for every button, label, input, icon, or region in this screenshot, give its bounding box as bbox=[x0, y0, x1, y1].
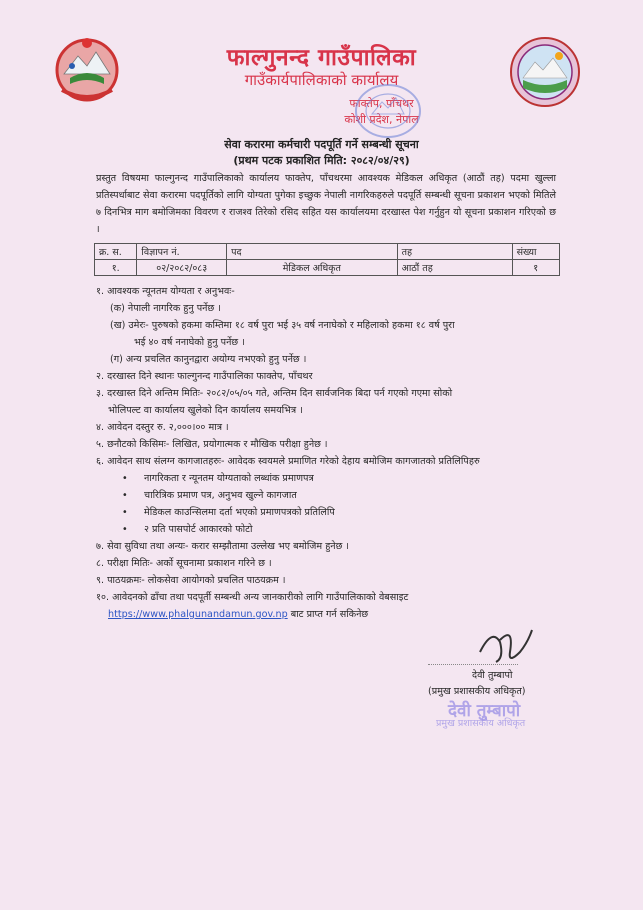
signature-icon bbox=[470, 622, 540, 670]
link-tail-text: बाट प्राप्त गर्न सकिनेछ bbox=[287, 609, 369, 620]
list-item: (क) नेपाली नागरिक हुनु पर्नेछ । bbox=[110, 303, 221, 314]
bullet-icon: • bbox=[122, 473, 128, 484]
bullet-item bbox=[96, 504, 560, 521]
notice-published-date: (प्रथम पटक प्रकाशित मिति: २०८२/०४/२९) bbox=[233, 154, 410, 167]
website-link[interactable]: https://www.phalgunandamun.gov.np bbox=[108, 609, 288, 620]
bullet-item bbox=[96, 487, 560, 504]
bullet-text: चारित्रिक प्रमाण पत्र, अनुभव खुल्ने कागजात bbox=[144, 490, 297, 501]
table-header-cell: तह bbox=[397, 244, 512, 260]
table-header-cell: पद bbox=[227, 244, 397, 260]
list-item: ६. आवेदन साथ संलग्न कागजातहरुः- आवेदक स्वयमले प्रमाणित गरेको देहाय बमोजिम कागजातको प्रतिलिपिहरु bbox=[96, 456, 480, 467]
notice-items bbox=[96, 283, 560, 623]
bullet-text: मेडिकल काउन्सिलमा दर्ता भएको प्रमाणपत्रको प्रतिलिपि bbox=[144, 507, 335, 518]
list-item: २. दरखास्त दिने स्थानः फाल्गुनन्द गाउँपालिका फाक्तेप, पाँचथर bbox=[96, 371, 313, 382]
table-header-cell: संख्या bbox=[512, 244, 559, 260]
bullet-text: नागरिकता र न्यूनतम योग्यताको लब्धांक प्रमाणपत्र bbox=[144, 473, 314, 484]
table-row bbox=[95, 260, 560, 276]
list-item bbox=[96, 606, 560, 623]
table-header-cell: विज्ञापन नं. bbox=[137, 244, 227, 260]
office-title: गाउँकार्यपालिकाको कार्यालय bbox=[244, 71, 399, 89]
table-header-row bbox=[95, 244, 560, 260]
bullet-item bbox=[96, 521, 560, 538]
table-cell: ०२/२०८२/०८३ bbox=[137, 260, 227, 276]
notice-title: सेवा करारमा कर्मचारी पदपूर्ति गर्ने सम्बन्धी सूचना bbox=[224, 138, 419, 151]
list-item: ३. दरखास्त दिने अन्तिम मितिः- २०८२/०५/०५ गते, अन्तिम दिन सार्वजनिक बिदा पर्न गएको गएमा सोको bbox=[96, 388, 453, 399]
office-province: कोशी प्रदेश, नेपाल bbox=[344, 113, 419, 126]
list-item: (ग) अन्य प्रचलित कानुनद्वारा अयोग्य नभएको हुनु पर्नेछ । bbox=[110, 354, 307, 365]
list-item: ८. परीक्षा मितिः- अर्को सूचनामा प्रकाशन गरिने छ । bbox=[96, 558, 272, 569]
bullet-icon: • bbox=[122, 490, 128, 501]
list-item: ५. छनौटको किसिमः- लिखित, प्रयोगात्मक र मौखिक परीक्षा हुनेछ । bbox=[96, 439, 328, 450]
notice-intro: प्रस्तुत विषयमा फाल्गुनन्द गाउँपालिकाको कार्यालय फाक्तेप, पाँचथरमा आवश्यक मेडिकल अधिकृत (आठौं तह) पदमा खुल्ला प्रतिस्पर्धाबाट सेवा करारमा पदपूर्तिको लागि योग्यता पुगेका इच्छुक नेपाली नागरिकहरुले पदपूर्ति सम्बन्धी सूचना प्रकाशन भएको मितिले ७ दिनभित्र माग बमोजिमका विवरण र राजश्व तिरेको रसिद सहित यस कार्यालयमा दरखास्त पेश गर्नुहुन यो सूचना प्रकाशन गरिएको छ । bbox=[96, 173, 556, 235]
vacancy-table bbox=[94, 243, 560, 276]
bullet-item bbox=[96, 470, 560, 487]
stamp-role: प्रमुख प्रशासकीय अधिकृत bbox=[436, 718, 526, 729]
list-item-continued: भई ४० वर्ष ननाघेको हुनु पर्नेछ । bbox=[134, 337, 245, 348]
list-item: ९. पाठयक्रमः- लोकसेवा आयोगको प्रचलित पाठयक्रम । bbox=[96, 575, 286, 586]
list-item: (ख) उमेरः- पुरुषको हकमा कम्तिमा १८ वर्ष पुरा भई ३५ वर्ष ननाघेको र महिलाको हकमा १८ वर्ष पुरा bbox=[110, 320, 455, 331]
list-item bbox=[96, 334, 560, 351]
municipality-title: फाल्गुनन्द गाउँपालिका bbox=[226, 45, 417, 71]
list-item: १. आवश्यक न्यूनतम योग्यता र अनुभवः- bbox=[96, 286, 235, 297]
table-header-cell: क्र. स. bbox=[95, 244, 137, 260]
signature-line bbox=[428, 664, 518, 665]
table-cell: आठौं तह bbox=[397, 260, 512, 276]
table-cell: १ bbox=[512, 260, 559, 276]
office-seal-icon bbox=[352, 80, 424, 142]
stamp-name: देवी तुम्बापो bbox=[448, 701, 521, 721]
bullet-text: २ प्रति पासपोर्ट आकारको फोटो bbox=[144, 524, 253, 535]
signatory-name: देवी तुम्बापो bbox=[472, 670, 513, 681]
table-cell: १. bbox=[95, 260, 137, 276]
table-cell: मेडिकल अधिकृत bbox=[227, 260, 397, 276]
list-item: ७. सेवा सुविधा तथा अन्यः- करार सम्झौतामा उल्लेख भए बमोजिम हुनेछ । bbox=[96, 541, 350, 552]
signatory-role: (प्रमुख प्रशासकीय अधिकृत) bbox=[428, 686, 526, 697]
list-item: ४. आवेदन दस्तुर रु. २,०००।०० मात्र । bbox=[96, 422, 229, 433]
bullet-icon: • bbox=[122, 507, 128, 518]
list-item: १०. आवेदनको ढाँचा तथा पदपूर्ती सम्बन्धी अन्य जानकारीको लागि गाउँपालिकाको वेबसाइट bbox=[96, 592, 409, 603]
bullet-icon: • bbox=[122, 524, 128, 535]
list-item: भोलिपल्ट वा कार्यालय खुलेको दिन कार्यालय समयभित्र । bbox=[108, 405, 303, 416]
office-place: फाक्तेप, पाँचथर bbox=[349, 97, 414, 110]
